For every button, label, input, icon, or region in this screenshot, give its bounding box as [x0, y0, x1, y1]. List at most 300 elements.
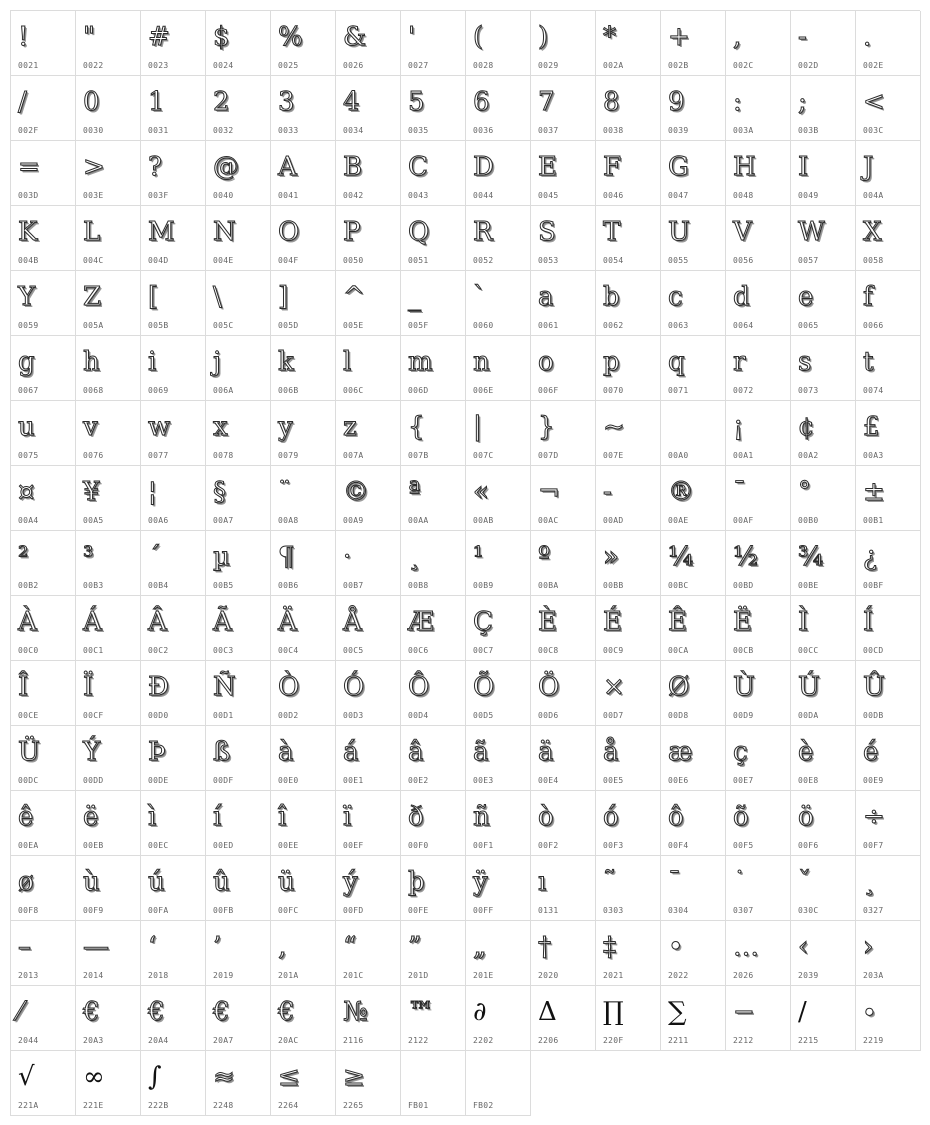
glyph-char: ï: [343, 802, 352, 832]
glyph-code: 00BB: [603, 581, 624, 590]
glyph-cell: [271, 466, 336, 531]
glyph-char: Ò: [278, 672, 300, 702]
glyph-char: <: [863, 87, 885, 117]
glyph-char: ´: [148, 542, 161, 572]
glyph-cell: [661, 531, 726, 596]
glyph-cell: [76, 726, 141, 791]
glyph-code: 0027: [408, 61, 429, 70]
glyph-cell: [401, 141, 466, 206]
glyph-char: ê: [18, 802, 34, 832]
glyph-char: ≥: [343, 1062, 365, 1092]
glyph-code: 2215: [798, 1036, 819, 1045]
glyph-code: 0077: [148, 451, 169, 460]
glyph-code: 00FC: [278, 906, 299, 915]
glyph-cell: [401, 336, 466, 401]
glyph-char: f: [863, 282, 873, 312]
glyph-char: r: [733, 347, 746, 377]
glyph-char: –: [18, 932, 31, 962]
glyph-cell: [791, 726, 856, 791]
glyph-code: 00EE: [278, 841, 299, 850]
glyph-code: 00D9: [733, 711, 754, 720]
glyph-code: 00D2: [278, 711, 299, 720]
glyph-cell: [271, 1051, 336, 1116]
glyph-code: 221E: [83, 1101, 104, 1110]
glyph-code: 00D5: [473, 711, 494, 720]
glyph-cell: [596, 596, 661, 661]
glyph-char: N: [213, 217, 236, 247]
glyph-code: 002A: [603, 61, 624, 70]
glyph-char: À: [18, 607, 37, 637]
glyph-code: 00F9: [83, 906, 104, 915]
glyph-char: ¥: [83, 477, 100, 507]
glyph-char: t: [863, 347, 874, 377]
glyph-char: J: [863, 152, 874, 182]
glyph-cell: [856, 271, 921, 336]
glyph-code: 0059: [18, 321, 39, 330]
glyph-char: [: [148, 282, 159, 312]
glyph-cell: [661, 336, 726, 401]
glyph-char: þ: [408, 867, 425, 897]
glyph-char: ¡: [733, 412, 744, 442]
glyph-code: 00EF: [343, 841, 364, 850]
glyph-cell: [531, 856, 596, 921]
glyph-char: €: [148, 997, 165, 1027]
glyph-cell: [726, 856, 791, 921]
glyph-char: ∏: [603, 997, 624, 1027]
glyph-char: û: [213, 867, 230, 897]
glyph-code: 0062: [603, 321, 624, 330]
glyph-char: ): [538, 22, 549, 52]
glyph-cell: [791, 596, 856, 661]
glyph-char: ∂: [473, 997, 487, 1027]
glyph-code: 0044: [473, 191, 494, 200]
glyph-code: 220F: [603, 1036, 624, 1045]
glyph-cell: [141, 986, 206, 1051]
glyph-code: 0075: [18, 451, 39, 460]
glyph-cell: [596, 661, 661, 726]
glyph-cell: [466, 531, 531, 596]
glyph-cell: [856, 401, 921, 466]
glyph-code: 00E7: [733, 776, 754, 785]
glyph-cell: [206, 141, 271, 206]
glyph-code: 00D6: [538, 711, 559, 720]
glyph-cell: [141, 336, 206, 401]
glyph-char: î: [278, 802, 287, 832]
glyph-code: 00CB: [733, 646, 754, 655]
glyph-code: 006C: [343, 386, 364, 395]
glyph-cell: [206, 921, 271, 986]
glyph-char: T: [603, 217, 621, 247]
glyph-code: 00CA: [668, 646, 689, 655]
glyph-cell: [466, 791, 531, 856]
glyph-cell: [466, 401, 531, 466]
glyph-cell: [206, 76, 271, 141]
glyph-cell: [791, 141, 856, 206]
glyph-char: Ñ: [213, 672, 236, 702]
glyph-char: Ð: [148, 672, 169, 702]
glyph-char: Å: [343, 607, 362, 637]
glyph-cell: [856, 986, 921, 1051]
glyph-cell: [726, 596, 791, 661]
glyph-cell: [401, 921, 466, 986]
glyph-cell: [141, 921, 206, 986]
glyph-cell: [76, 986, 141, 1051]
glyph-code: 0069: [148, 386, 169, 395]
glyph-cell: [401, 856, 466, 921]
glyph-char: µ: [213, 542, 230, 572]
glyph-char: 7: [538, 87, 555, 117]
glyph-char: ¿: [863, 542, 877, 572]
glyph-code: 0046: [603, 191, 624, 200]
glyph-char: á: [343, 737, 359, 767]
glyph-code: 004E: [213, 256, 234, 265]
glyph-cell: [596, 531, 661, 596]
glyph-cell: [596, 986, 661, 1051]
glyph-code: 2202: [473, 1036, 494, 1045]
glyph-cell: [661, 401, 726, 466]
glyph-cell: [401, 531, 466, 596]
glyph-code: 0304: [668, 906, 689, 915]
glyph-char: ¼: [668, 542, 694, 572]
glyph-char: €: [278, 997, 295, 1027]
glyph-char: ä: [538, 737, 554, 767]
glyph-cell: [336, 986, 401, 1051]
glyph-code: 0050: [343, 256, 364, 265]
glyph-code: 005C: [213, 321, 234, 330]
glyph-code: 00AD: [603, 516, 624, 525]
glyph-code: 0076: [83, 451, 104, 460]
glyph-code: 0047: [668, 191, 689, 200]
glyph-char: Ê: [668, 607, 687, 637]
glyph-cell: [76, 531, 141, 596]
glyph-cell: [206, 1051, 271, 1116]
glyph-char: Ó: [343, 672, 365, 702]
glyph-cell: [726, 466, 791, 531]
glyph-cell: [791, 206, 856, 271]
glyph-code: 004A: [863, 191, 884, 200]
glyph-cell: [531, 76, 596, 141]
glyph-code: 007E: [603, 451, 624, 460]
glyph-char: Y: [18, 282, 36, 312]
glyph-cell: [596, 141, 661, 206]
glyph-cell: [76, 271, 141, 336]
glyph-code: 00F5: [733, 841, 754, 850]
glyph-code: 003B: [798, 126, 819, 135]
glyph-char: ˇ: [798, 867, 811, 897]
glyph-char: l: [343, 347, 352, 377]
glyph-char: ÷: [863, 802, 885, 832]
glyph-code: 005D: [278, 321, 299, 330]
glyph-cell: [11, 271, 76, 336]
glyph-char: Z: [83, 282, 102, 312]
glyph-char: W: [798, 217, 825, 247]
glyph-char: Ã: [213, 607, 232, 637]
glyph-code: 00C3: [213, 646, 234, 655]
glyph-char: ]: [278, 282, 289, 312]
glyph-code: 00DF: [213, 776, 234, 785]
glyph-code: 2122: [408, 1036, 429, 1045]
glyph-cell: [856, 661, 921, 726]
glyph-code: 00E6: [668, 776, 689, 785]
glyph-code: 2039: [798, 971, 819, 980]
glyph-cell: [76, 596, 141, 661]
glyph-char: „: [473, 932, 487, 962]
glyph-code: 006E: [473, 386, 494, 395]
glyph-code: 00A3: [863, 451, 884, 460]
glyph-char: ¦: [148, 477, 157, 507]
glyph-cell: [531, 336, 596, 401]
glyph-cell: [466, 1051, 531, 1116]
glyph-code: 20A7: [213, 1036, 234, 1045]
glyph-code: 2265: [343, 1101, 364, 1110]
glyph-code: 00E1: [343, 776, 364, 785]
glyph-cell: [141, 76, 206, 141]
glyph-code: 00CF: [83, 711, 104, 720]
glyph-cell: [596, 206, 661, 271]
glyph-code: 00E5: [603, 776, 624, 785]
glyph-cell: [661, 141, 726, 206]
glyph-cell: [271, 986, 336, 1051]
glyph-char: €: [83, 997, 100, 1027]
glyph-char: №: [343, 997, 368, 1027]
glyph-cell: [726, 141, 791, 206]
glyph-char: ¾: [798, 542, 824, 572]
glyph-char: ∑: [668, 997, 687, 1027]
glyph-cell: [856, 466, 921, 531]
glyph-code: 0021: [18, 61, 39, 70]
glyph-char: ?: [148, 152, 162, 182]
glyph-char: ³: [83, 542, 94, 572]
glyph-code: 00C8: [538, 646, 559, 655]
glyph-cell: [531, 921, 596, 986]
glyph-code: 003F: [148, 191, 169, 200]
glyph-code: 2044: [18, 1036, 39, 1045]
glyph-char: ÿ: [473, 867, 488, 897]
glyph-char: s: [798, 347, 812, 377]
glyph-char: .: [863, 22, 872, 52]
glyph-cell: [206, 661, 271, 726]
glyph-cell: [336, 726, 401, 791]
glyph-char: ¨: [278, 477, 291, 507]
glyph-char: ù: [83, 867, 100, 897]
glyph-cell: [11, 76, 76, 141]
glyph-cell: [11, 206, 76, 271]
glyph-cell: [531, 791, 596, 856]
glyph-code: 0040: [213, 191, 234, 200]
glyph-char: £: [863, 412, 880, 442]
glyph-char: |: [473, 412, 482, 442]
glyph-code: 004D: [148, 256, 169, 265]
glyph-char: õ: [733, 802, 749, 832]
glyph-cell: [336, 11, 401, 76]
glyph-cell: [206, 206, 271, 271]
glyph-cell: [271, 531, 336, 596]
glyph-code: 201E: [473, 971, 494, 980]
glyph-char: ¶: [278, 542, 295, 572]
glyph-code: 221A: [18, 1101, 39, 1110]
glyph-cell: [596, 76, 661, 141]
glyph-code: 00A7: [213, 516, 234, 525]
glyph-code: 203A: [863, 971, 884, 980]
glyph-cell: [596, 336, 661, 401]
glyph-char: —: [83, 932, 109, 962]
glyph-code: 002C: [733, 61, 754, 70]
glyph-char: Ö: [538, 672, 560, 702]
glyph-char: :: [733, 87, 742, 117]
glyph-char: ý: [343, 867, 358, 897]
glyph-char: !: [18, 22, 29, 52]
glyph-code: 004F: [278, 256, 299, 265]
glyph-char: P: [343, 217, 361, 247]
glyph-cell: [271, 206, 336, 271]
glyph-cell: [336, 856, 401, 921]
glyph-code: 0303: [603, 906, 624, 915]
glyph-cell: [466, 726, 531, 791]
glyph-code: 0055: [668, 256, 689, 265]
glyph-code: 007B: [408, 451, 429, 460]
glyph-cell: [856, 76, 921, 141]
glyph-char: ã: [473, 737, 489, 767]
glyph-cell: [11, 141, 76, 206]
glyph-char: ı: [538, 867, 547, 897]
glyph-char: o: [538, 347, 554, 377]
glyph-cell: [206, 271, 271, 336]
glyph-char: ß: [213, 737, 231, 767]
glyph-char: ”: [408, 932, 422, 962]
glyph-char: A: [278, 152, 297, 182]
glyph-cell: [11, 466, 76, 531]
glyph-code: 2018: [148, 971, 169, 980]
glyph-cell: [206, 466, 271, 531]
glyph-code: 00FF: [473, 906, 494, 915]
glyph-cell: [336, 76, 401, 141]
glyph-code: 0039: [668, 126, 689, 135]
glyph-cell: [791, 661, 856, 726]
glyph-code: 00F1: [473, 841, 494, 850]
glyph-cell: [596, 921, 661, 986]
glyph-cell: [336, 531, 401, 596]
glyph-char: `: [473, 282, 486, 312]
glyph-char: È: [538, 607, 557, 637]
glyph-code: 0022: [83, 61, 104, 70]
glyph-char: §: [213, 477, 226, 507]
glyph-code: 0053: [538, 256, 559, 265]
glyph-cell: [206, 726, 271, 791]
glyph-cell: [401, 986, 466, 1051]
glyph-cell: [791, 531, 856, 596]
glyph-cell: [76, 466, 141, 531]
glyph-char: _: [408, 282, 421, 312]
glyph-code: 007A: [343, 451, 364, 460]
glyph-cell: [271, 921, 336, 986]
glyph-cell: [726, 336, 791, 401]
glyph-cell: [791, 401, 856, 466]
glyph-cell: [661, 271, 726, 336]
glyph-cell: [596, 726, 661, 791]
glyph-char: è: [798, 737, 814, 767]
glyph-code: 0068: [83, 386, 104, 395]
glyph-code: 0064: [733, 321, 754, 330]
glyph-cell: [791, 986, 856, 1051]
glyph-char: w: [148, 412, 171, 442]
glyph-char: 8: [603, 87, 620, 117]
glyph-cell: [76, 11, 141, 76]
glyph-char: m: [408, 347, 433, 377]
glyph-cell: [76, 661, 141, 726]
glyph-char: *: [603, 22, 616, 52]
glyph-code: 007C: [473, 451, 494, 460]
glyph-code: 2026: [733, 971, 754, 980]
glyph-cell: [661, 206, 726, 271]
glyph-code: 201C: [343, 971, 364, 980]
glyph-char: S: [538, 217, 556, 247]
glyph-code: 00FB: [213, 906, 234, 915]
glyph-cell: [856, 11, 921, 76]
glyph-cell: [531, 466, 596, 531]
glyph-cell: [856, 791, 921, 856]
glyph-cell: [401, 76, 466, 141]
glyph-char: e: [798, 282, 814, 312]
glyph-code: 2212: [733, 1036, 754, 1045]
glyph-char: U: [668, 217, 690, 247]
glyph-char: €: [213, 997, 230, 1027]
glyph-cell: [271, 856, 336, 921]
glyph-code: 00DB: [863, 711, 884, 720]
glyph-cell: [336, 791, 401, 856]
glyph-char: &: [343, 22, 367, 52]
glyph-char: ›: [863, 932, 874, 962]
glyph-code: 0066: [863, 321, 884, 330]
glyph-cell: [531, 531, 596, 596]
glyph-cell: [401, 206, 466, 271]
glyph-cell: [791, 791, 856, 856]
glyph-cell: [466, 921, 531, 986]
glyph-cell: [726, 76, 791, 141]
glyph-code: 00D7: [603, 711, 624, 720]
glyph-char: ˜: [603, 867, 616, 897]
glyph-code: 201A: [278, 971, 299, 980]
glyph-cell: [271, 596, 336, 661]
glyph-cell: [401, 466, 466, 531]
glyph-char: º: [538, 542, 551, 572]
glyph-char: Δ: [538, 997, 557, 1027]
glyph-cell: [206, 11, 271, 76]
glyph-char: M: [148, 217, 175, 247]
glyph-cell: [206, 336, 271, 401]
glyph-cell: [11, 336, 76, 401]
glyph-char: °: [798, 477, 811, 507]
glyph-code: 00C7: [473, 646, 494, 655]
glyph-code: 00BA: [538, 581, 559, 590]
glyph-char: Ä: [278, 607, 297, 637]
glyph-char: ë: [83, 802, 99, 832]
glyph-cell: [726, 401, 791, 466]
glyph-code: 20A4: [148, 1036, 169, 1045]
glyph-code: 0037: [538, 126, 559, 135]
glyph-cell: [531, 11, 596, 76]
glyph-cell: [791, 856, 856, 921]
glyph-cell: [661, 466, 726, 531]
glyph-char: ú: [148, 867, 165, 897]
glyph-code: 002E: [863, 61, 884, 70]
glyph-code: 0045: [538, 191, 559, 200]
glyph-grid: [10, 10, 920, 1116]
glyph-cell: [11, 921, 76, 986]
glyph-code: 0073: [798, 386, 819, 395]
glyph-cell: [596, 11, 661, 76]
glyph-char: V: [733, 217, 752, 247]
glyph-cell: [141, 401, 206, 466]
